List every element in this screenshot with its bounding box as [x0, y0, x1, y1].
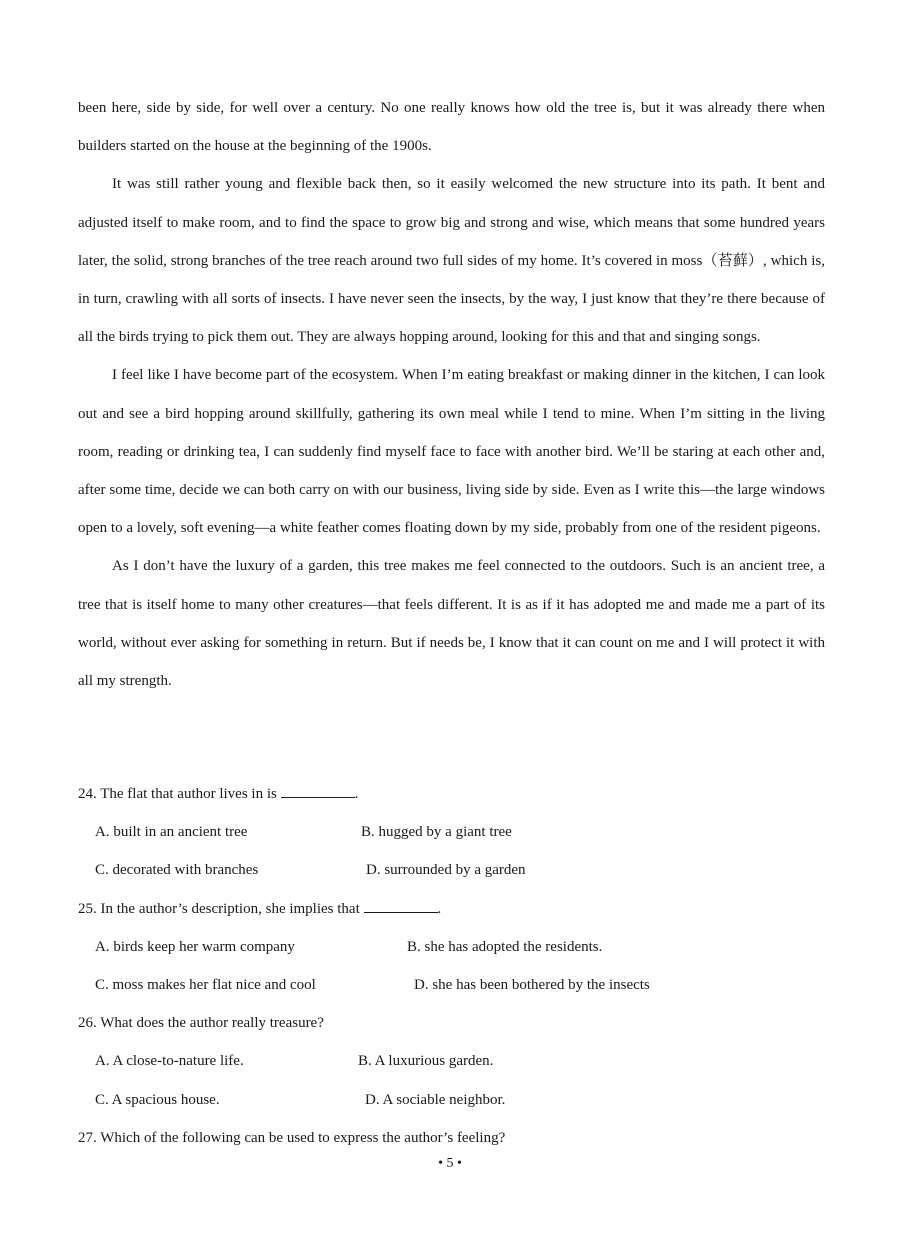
- question-list: [78, 775, 825, 1157]
- passage-paragraph-4: As I don’t have the luxury of a garden, this tree makes me feel connected to the outdoors. Such is an ancient tree, a tree that is itself home to many other creatures—that feels different. It is as if it has adopted me and made me a part of its world, without ever asking for something in return. But if needs be, I know that it can count on me and I will protect it with all my strength.: [78, 558, 825, 690]
- question-25-stem: [78, 890, 825, 928]
- question-27-stem: 27. Which of the following can be used to express the author’s feeling?: [78, 1129, 506, 1146]
- answer-blank: [364, 898, 438, 913]
- question-25-options-row-2: [78, 966, 825, 1004]
- option-25-b[interactable]: B. she has adopted the residents.: [407, 938, 603, 955]
- option-24-d[interactable]: D. surrounded by a garden: [366, 862, 526, 879]
- question-26-options-row-2: [78, 1081, 825, 1119]
- answer-blank: [281, 783, 355, 798]
- option-26-d[interactable]: D. A sociable neighbor.: [365, 1091, 506, 1108]
- option-26-c[interactable]: C. A spacious house.: [95, 1091, 220, 1108]
- question-25-text: 25. In the author’s description, she implies that: [78, 900, 364, 917]
- reading-passage: [78, 89, 825, 700]
- question-25-end: .: [437, 900, 442, 917]
- question-24-options-row-1: [78, 813, 825, 851]
- passage-paragraph-3: I feel like I have become part of the ecosystem. When I’m eating breakfast or making dinner in the kitchen, I can look out and see a bird hopping around skillfully, gathering its own meal while I tend to mine. When I’m sitting in the living room, reading or drinking tea, I can suddenly find myself face to face with another bird. We’ll be staring at each other and, after some time, decide we can both carry on with our business, living side by side. Even as I write this—the large windows open to a lovely, soft evening—a white feather comes floating down by my side, probably from one of the resident pigeons.: [78, 367, 825, 537]
- option-25-c[interactable]: C. moss makes her flat nice and cool: [95, 976, 316, 993]
- option-24-c[interactable]: C. decorated with branches: [95, 862, 259, 879]
- option-26-b[interactable]: B. A luxurious garden.: [358, 1053, 494, 1070]
- option-25-a[interactable]: A. birds keep her warm company: [95, 938, 295, 955]
- option-25-d[interactable]: D. she has been bothered by the insects: [414, 976, 650, 993]
- option-24-a[interactable]: A. built in an ancient tree: [95, 824, 248, 841]
- question-24-stem: [78, 775, 825, 813]
- passage-paragraph-1: been here, side by side, for well over a century. No one really knows how old the tree is, but it was already there when builders started on the house at the beginning of the 1900s.: [78, 100, 825, 155]
- question-25-options-row-1: [78, 928, 825, 966]
- option-24-b[interactable]: B. hugged by a giant tree: [361, 824, 512, 841]
- question-24-end: .: [354, 786, 359, 802]
- question-26-stem: 26. What does the author really treasure?: [78, 1015, 324, 1032]
- question-26-options-row-1: [78, 1042, 825, 1080]
- option-26-a[interactable]: A. A close-to-nature life.: [95, 1053, 244, 1070]
- question-24-options-row-2: [78, 851, 825, 889]
- page-number: • 5 •: [438, 1156, 462, 1171]
- question-24-text: 24. The flat that author lives in is: [78, 786, 281, 802]
- passage-paragraph-2: It was still rather young and flexible back then, so it easily welcomed the new structure into its path. It bent and adjusted itself to make room, and to find the space to grow big and strong and wise, which means that some hundred years later, the solid, strong branches of the tree reach around two full sides of my home. It’s covered in moss（苔藓）, which is, in turn, crawling with all sorts of insects. I have never seen the insects, by the way, I just know that they’re there because of all the birds trying to pick them out. They are always hopping around, looking for this and that and singing songs.: [78, 176, 825, 346]
